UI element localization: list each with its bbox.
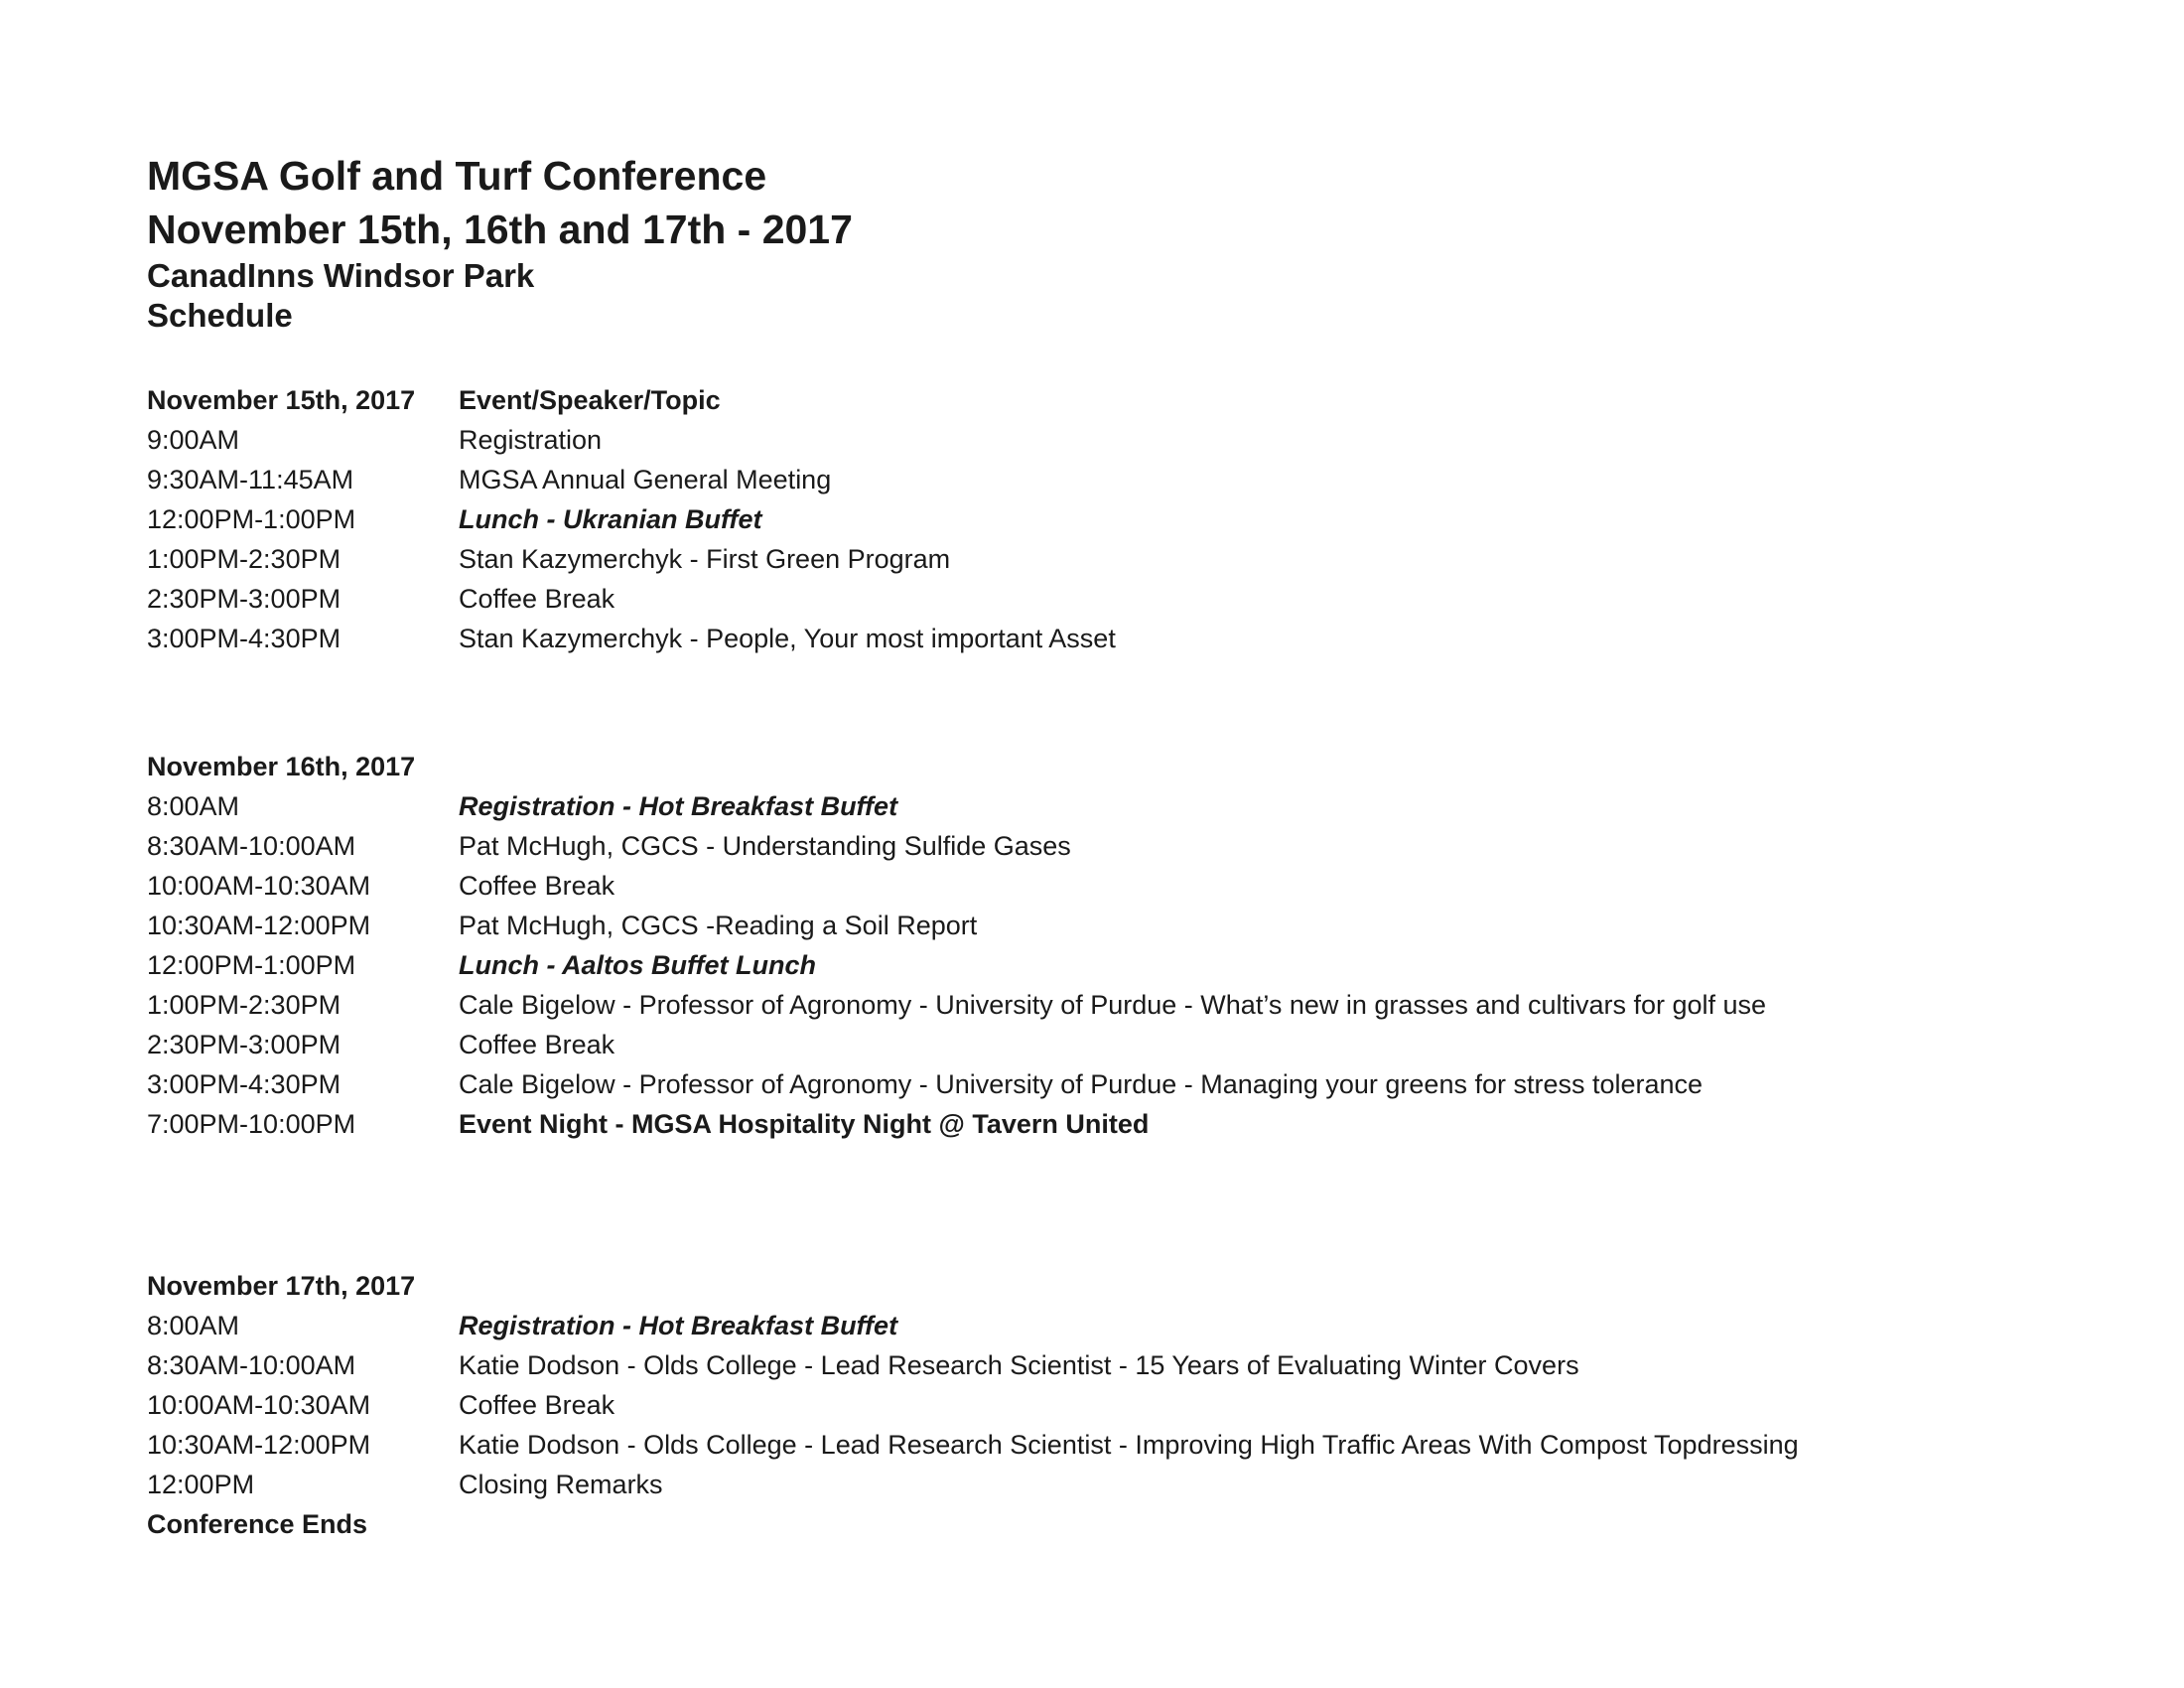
schedule-row: [147, 826, 2124, 866]
time-cell: 2:30PM-3:00PM: [147, 584, 341, 614]
day-section-nov-16: [147, 747, 2124, 1144]
event-cell: Coffee Break: [459, 584, 615, 614]
schedule-row: [147, 1425, 2124, 1465]
time-cell: 8:00AM: [147, 791, 240, 821]
schedule-row: [147, 619, 2124, 658]
event-cell: Lunch - Aaltos Buffet Lunch: [459, 950, 816, 980]
event-cell: Registration - Hot Breakfast Buffet: [459, 1311, 898, 1340]
schedule-row: [147, 866, 2124, 906]
venue-name: CanadInns Windsor Park: [147, 257, 535, 294]
event-cell: Registration: [459, 425, 603, 455]
event-cell: Registration - Hot Breakfast Buffet: [459, 791, 898, 821]
event-cell: Stan Kazymerchyk - First Green Program: [459, 544, 951, 574]
date-label: November 17th, 2017: [147, 1271, 416, 1301]
conference-ends-label: Conference Ends: [147, 1509, 368, 1539]
time-cell: 10:30AM-12:00PM: [147, 1430, 371, 1460]
event-cell: Closing Remarks: [459, 1470, 663, 1499]
schedule-label: Schedule: [147, 297, 293, 334]
schedule-row: [147, 786, 2124, 826]
event-cell: Coffee Break: [459, 871, 615, 901]
event-cell: Cale Bigelow - Professor of Agronomy - University of Purdue - What’s new in grasses and cultivars for golf use: [459, 990, 1767, 1020]
date-label: November 16th, 2017: [147, 752, 416, 781]
event-cell: Katie Dodson - Olds College - Lead Research Scientist - Improving High Traffic Areas With Compost Topdressing: [459, 1430, 1799, 1460]
time-cell: 3:00PM-4:30PM: [147, 1069, 341, 1099]
document-title: MGSA Golf and Turf Conference: [147, 153, 767, 199]
schedule-row: [147, 1064, 2124, 1104]
schedule-row: [147, 579, 2124, 619]
schedule-row: [147, 985, 2124, 1025]
time-cell: 7:00PM-10:00PM: [147, 1109, 356, 1139]
day-header: [147, 1266, 2124, 1306]
time-cell: 3:00PM-4:30PM: [147, 624, 341, 653]
event-cell: Cale Bigelow - Professor of Agronomy - University of Purdue - Managing your greens for stress tolerance: [459, 1069, 1704, 1099]
time-cell: 12:00PM-1:00PM: [147, 950, 356, 980]
schedule-row: [147, 460, 2124, 499]
time-cell: 10:00AM-10:30AM: [147, 871, 371, 901]
event-cell: Pat McHugh, CGCS -Reading a Soil Report: [459, 911, 978, 940]
time-cell: 8:30AM-10:00AM: [147, 1350, 356, 1380]
column-header-event-speaker-topic: Event/Speaker/Topic: [459, 385, 721, 415]
time-cell: 8:00AM: [147, 1311, 240, 1340]
schedule-row: [147, 1345, 2124, 1385]
event-cell: Pat McHugh, CGCS - Understanding Sulfide Gases: [459, 831, 1071, 861]
date-label: November 15th, 2017: [147, 385, 416, 415]
day-header: [147, 380, 2124, 420]
time-cell: 12:00PM: [147, 1470, 255, 1499]
time-cell: 8:30AM-10:00AM: [147, 831, 356, 861]
time-cell: 12:00PM-1:00PM: [147, 504, 356, 534]
schedule-row: [147, 1465, 2124, 1504]
event-cell: MGSA Annual General Meeting: [459, 465, 832, 494]
day-section-nov-15: [147, 380, 2124, 658]
schedule-row: [147, 1306, 2124, 1345]
schedule-row: [147, 1385, 2124, 1425]
schedule-row: [147, 945, 2124, 985]
event-cell: Coffee Break: [459, 1390, 615, 1420]
time-cell: 9:30AM-11:45AM: [147, 465, 354, 494]
time-cell: 1:00PM-2:30PM: [147, 990, 341, 1020]
time-cell: 2:30PM-3:00PM: [147, 1030, 341, 1059]
schedule-row: [147, 499, 2124, 539]
event-cell: Event Night - MGSA Hospitality Night @ Tavern United: [459, 1109, 1150, 1139]
day-section-nov-17: [147, 1266, 2124, 1544]
time-cell: 9:00AM: [147, 425, 240, 455]
conference-dates: November 15th, 16th and 17th - 2017: [147, 207, 853, 252]
schedule-row: [147, 539, 2124, 579]
schedule-row: [147, 1104, 2124, 1144]
schedule-row: [147, 420, 2124, 460]
event-cell: Lunch - Ukranian Buffet: [459, 504, 762, 534]
time-cell: 10:30AM-12:00PM: [147, 911, 371, 940]
event-cell: Coffee Break: [459, 1030, 615, 1059]
time-cell: 1:00PM-2:30PM: [147, 544, 341, 574]
event-cell: Stan Kazymerchyk - People, Your most important Asset: [459, 624, 1116, 653]
day-header: [147, 747, 2124, 786]
time-cell: 10:00AM-10:30AM: [147, 1390, 371, 1420]
schedule-row: [147, 1025, 2124, 1064]
event-cell: Katie Dodson - Olds College - Lead Research Scientist - 15 Years of Evaluating Winter Covers: [459, 1350, 1579, 1380]
schedule-row: [147, 906, 2124, 945]
